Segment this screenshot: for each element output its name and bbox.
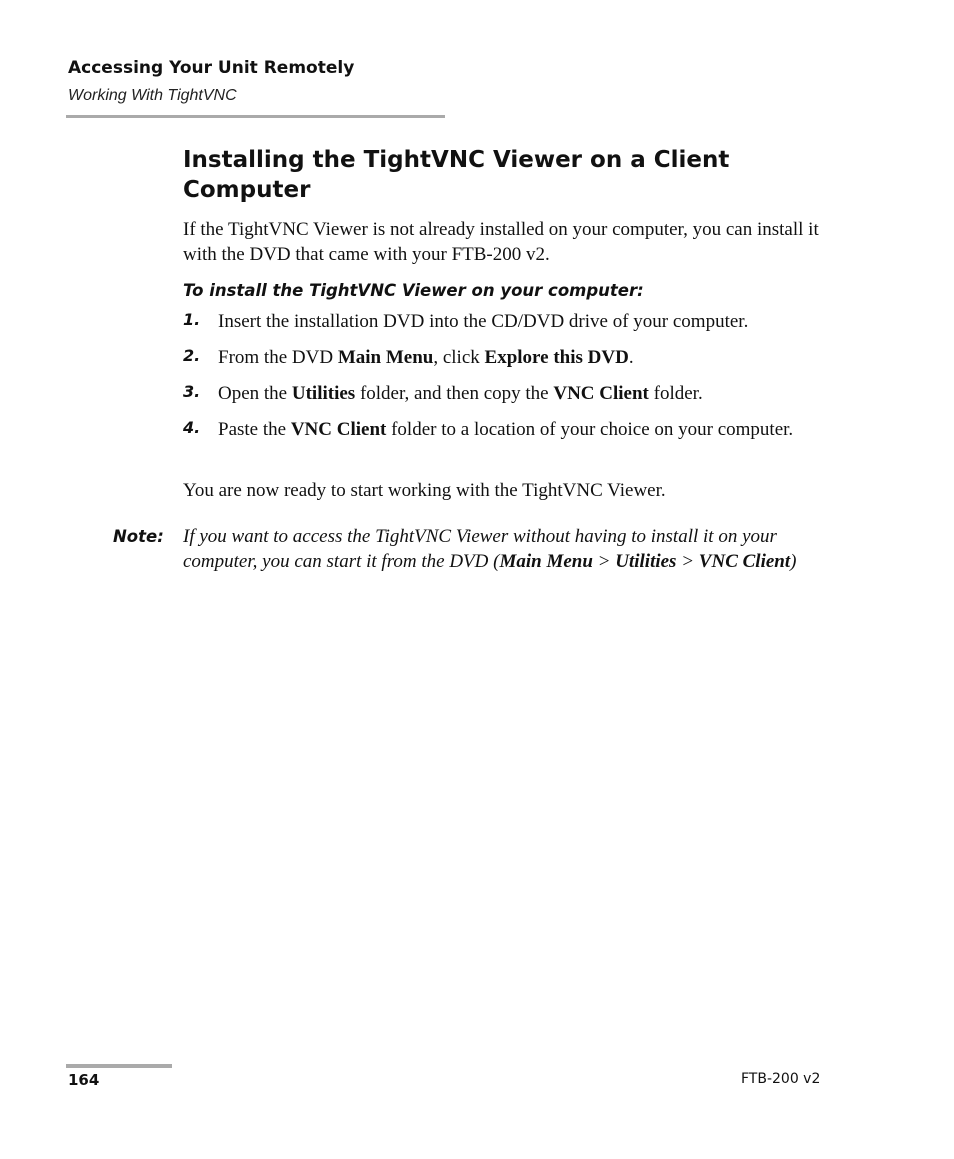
step-4 [183, 417, 823, 442]
ui-term-utilities: Utilities [291, 383, 356, 404]
step-text-part: folder, and then copy the [355, 383, 554, 404]
step-number: 4. [183, 418, 201, 437]
page-number: 164 [68, 1071, 100, 1089]
step-text: Insert the installation DVD into the CD/DVD drive of your computer. [218, 311, 749, 332]
note-text [183, 525, 813, 574]
ui-term-vnc-client: VNC Client [698, 550, 791, 572]
step-2 [183, 345, 823, 370]
step-text [218, 381, 823, 406]
intro-paragraph: If the TightVNC Viewer is not already installed on your computer, you can install it with the DVD that came with your FTB-200 v2. [183, 219, 819, 265]
note-label: Note: [113, 527, 164, 546]
ui-term-vnc-client: VNC Client [553, 383, 649, 404]
note-text-part: If you want to access the TightVNC Viewer without having to install it on your computer, you can start it from the DVD ( [183, 526, 777, 572]
step-text-part: folder to a location of your choice on your computer. [386, 419, 794, 440]
ui-term-main-menu: Main Menu [499, 550, 593, 572]
step-text-part: Paste the [218, 419, 291, 440]
ready-paragraph: You are now ready to start working with the TightVNC Viewer. [183, 480, 666, 501]
section-title: Installing the TightVNC Viewer on a Client Computer [183, 147, 730, 203]
running-header-title: Accessing Your Unit Remotely [68, 58, 355, 78]
note-text-part: ) [790, 550, 797, 572]
step-3 [183, 381, 823, 406]
step-number: 3. [183, 382, 201, 401]
note-separator: > [676, 550, 699, 572]
step-text-part: Open the [218, 383, 292, 404]
note-separator: > [592, 550, 616, 572]
step-text [218, 345, 823, 370]
footer-rule [66, 1064, 172, 1068]
running-header-subtitle: Working With TightVNC [68, 87, 237, 104]
step-1 [183, 309, 823, 334]
procedure-title: To install the TightVNC Viewer on your computer: [183, 281, 644, 300]
header-rule [66, 115, 445, 118]
ui-term-vnc-client: VNC Client [290, 419, 387, 440]
step-number: 2. [183, 346, 201, 365]
step-text-part: From the DVD [218, 347, 338, 368]
step-text-part: folder. [648, 383, 703, 404]
step-number: 1. [183, 310, 201, 329]
step-text-part: . [628, 347, 634, 368]
ui-term-explore-dvd: Explore this DVD [484, 347, 629, 368]
document-name: FTB-200 v2 [741, 1071, 821, 1087]
step-text [218, 417, 823, 442]
ui-term-main-menu: Main Menu [337, 347, 434, 368]
ui-term-utilities: Utilities [615, 550, 677, 572]
step-text-part: , click [433, 347, 485, 368]
